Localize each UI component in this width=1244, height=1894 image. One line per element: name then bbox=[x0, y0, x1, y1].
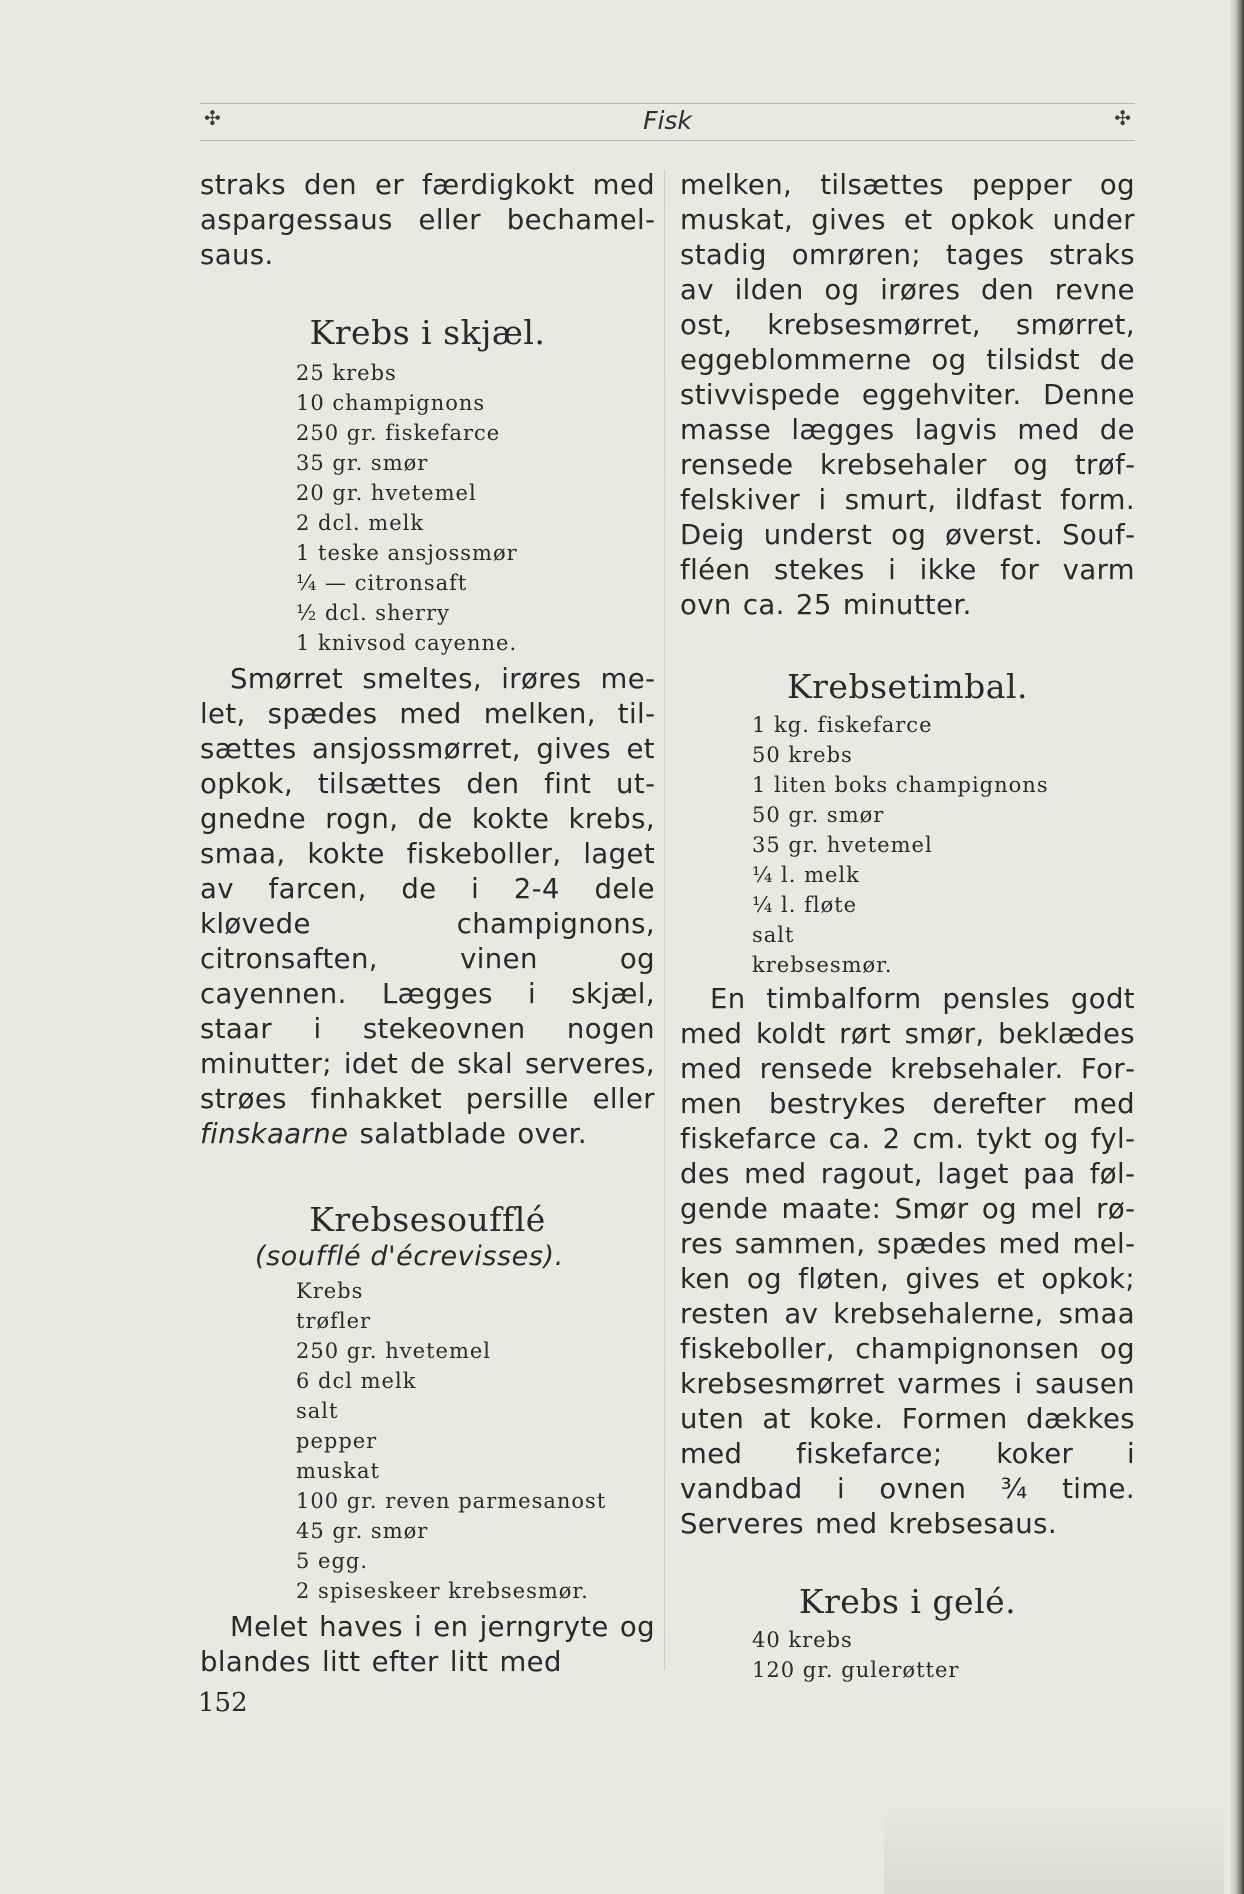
ingredient-item: 40 krebs bbox=[752, 1628, 853, 1652]
left-column bbox=[200, 168, 655, 1680]
ingredient-item: 2 spiseskeer krebsesmør. bbox=[296, 1579, 589, 1603]
ingredient-item: ¼ — citronsaft bbox=[296, 571, 468, 595]
ingredient-item: salt bbox=[296, 1399, 339, 1423]
method-text-end: salatblade over. bbox=[348, 1118, 587, 1150]
ingredient-item: krebsesmør. bbox=[752, 953, 893, 977]
ingredient-item: 20 gr. hvetemel bbox=[296, 481, 477, 505]
page-edge-shadow bbox=[1230, 0, 1244, 1894]
ingredient-item: 5 egg. bbox=[296, 1549, 369, 1573]
ingredient-list-krebssouffle bbox=[200, 1276, 655, 1606]
ingredient-item: 35 gr. smør bbox=[296, 451, 429, 475]
recipe-title-krebs-i-gele: Krebs i gelé. bbox=[798, 1582, 1017, 1621]
ornament-left-icon: ✣ bbox=[204, 106, 221, 130]
method-text: Smørret smeltes, irøres melet, spædes med melken, tilsættes ansjossmørret, gives et opkok, tilsættes den fint utgnedne rogn, de kokte krebs, smaa, kokte fiskeboller, laget av farcen, de i 2-4 dele kløvede champignons, citronsaften, vinen og cayennen. Lægges i skjæl, staar i stekeovnen nogen minutter; idet de skal serveres, strøes finhakket persille eller bbox=[200, 663, 655, 1115]
ingredient-item: 1 knivsod cayenne. bbox=[296, 631, 518, 655]
ingredient-item: 1 liten boks champignons bbox=[752, 773, 1049, 797]
ingredient-item: Krebs bbox=[296, 1279, 364, 1303]
recipe-title-krebs-i-skjael: Krebs i skjæl. bbox=[309, 313, 546, 352]
ingredient-item: 250 gr. fiskefarce bbox=[296, 421, 501, 445]
recipe-title-krebssouffle: Krebsesoufflé bbox=[309, 1200, 546, 1239]
ingredient-item: 2 dcl. melk bbox=[296, 511, 425, 535]
ingredient-item: 45 gr. smør bbox=[296, 1519, 429, 1543]
ingredient-item: pepper bbox=[296, 1429, 378, 1453]
ingredient-item: ¼ l. fløte bbox=[752, 893, 858, 917]
running-title: Fisk bbox=[643, 106, 692, 135]
ingredient-list-krebs-i-skjael bbox=[200, 358, 655, 658]
ingredient-item: 25 krebs bbox=[296, 361, 397, 385]
method-krebssouffle-continued: melken, tilsættes pepper og muskat, gives et opkok under stadig omrøren; tages straks av ilden og irøres den revne ost, krebsesmørret, smørret, eggeblommerne og tilsidst de stivvispede eggehviter. Denne masse lægges lagvis med de rensede krebsehaler og trøffelskiver i smurt, ildfast form. Deig underst og øverst. Souffléen stekes i ikke for varm ovn ca. 25 minutter. bbox=[680, 169, 1135, 621]
ingredient-item: 10 champignons bbox=[296, 391, 486, 415]
ingredient-item: salt bbox=[752, 923, 795, 947]
ingredient-item: 1 teske ansjossmør bbox=[296, 541, 518, 565]
ingredient-item: 6 dcl melk bbox=[296, 1369, 417, 1393]
ingredient-item: 120 gr. gulerøtter bbox=[752, 1658, 960, 1682]
recipe-title-krebsetimbal: Krebsetimbal. bbox=[787, 667, 1028, 706]
ingredient-item: ½ dcl. sherry bbox=[296, 601, 450, 625]
ingredient-item: 50 gr. smør bbox=[752, 803, 885, 827]
ornament-right-icon: ✣ bbox=[1114, 106, 1131, 130]
page-corner-shade bbox=[884, 1804, 1224, 1894]
ingredient-item: 1 kg. fiskefarce bbox=[752, 713, 933, 737]
ingredient-item: muskat bbox=[296, 1459, 380, 1483]
column-divider bbox=[664, 170, 665, 1670]
ingredient-item: ¼ l. melk bbox=[752, 863, 860, 887]
right-column bbox=[680, 168, 1135, 1685]
ingredient-list-krebs-i-gele bbox=[680, 1625, 1135, 1685]
ingredient-item: 100 gr. reven parmesanost bbox=[296, 1489, 607, 1513]
ingredient-item: 50 krebs bbox=[752, 743, 853, 767]
page-number: 152 bbox=[198, 1688, 248, 1718]
ingredient-item: 35 gr. hvetemel bbox=[752, 833, 933, 857]
method-krebsetimbal: En timbalform pensles godt med koldt rørt smør, beklædes med rensede krebsehaler. Formen bestrykes derefter med fiskefarce ca. 2 cm. tykt og fyldes med ragout, laget paa følgende maate: Smør og mel røres sammen, spædes med melken og fløten, gives et opkok; resten av krebsehalerne, smaa fiskeboller, champignonsen og krebsesmørret varmes i sausen uten at koke. Formen dækkes med fiskefarce; koker i vandbad i ovnen ¾ time. Serveres med krebsesaus. bbox=[680, 983, 1135, 1540]
running-header bbox=[200, 103, 1135, 141]
intro-continuation: straks den er færdigkokt med aspargessaus eller bechamelsaus. bbox=[200, 169, 655, 271]
method-krebs-i-skjael bbox=[200, 662, 655, 1152]
method-krebssouffle-start: Melet haves i en jerngryte og blandes litt efter litt med bbox=[200, 1611, 655, 1678]
recipe-subtitle-french: (soufflé d'écrevisses). bbox=[255, 1241, 564, 1272]
method-italic-word: finskaarne bbox=[200, 1118, 349, 1150]
ingredient-item: trøfler bbox=[296, 1309, 372, 1333]
ingredient-item: 250 gr. hvetemel bbox=[296, 1339, 492, 1363]
ingredient-list-krebsetimbal bbox=[680, 710, 1135, 980]
